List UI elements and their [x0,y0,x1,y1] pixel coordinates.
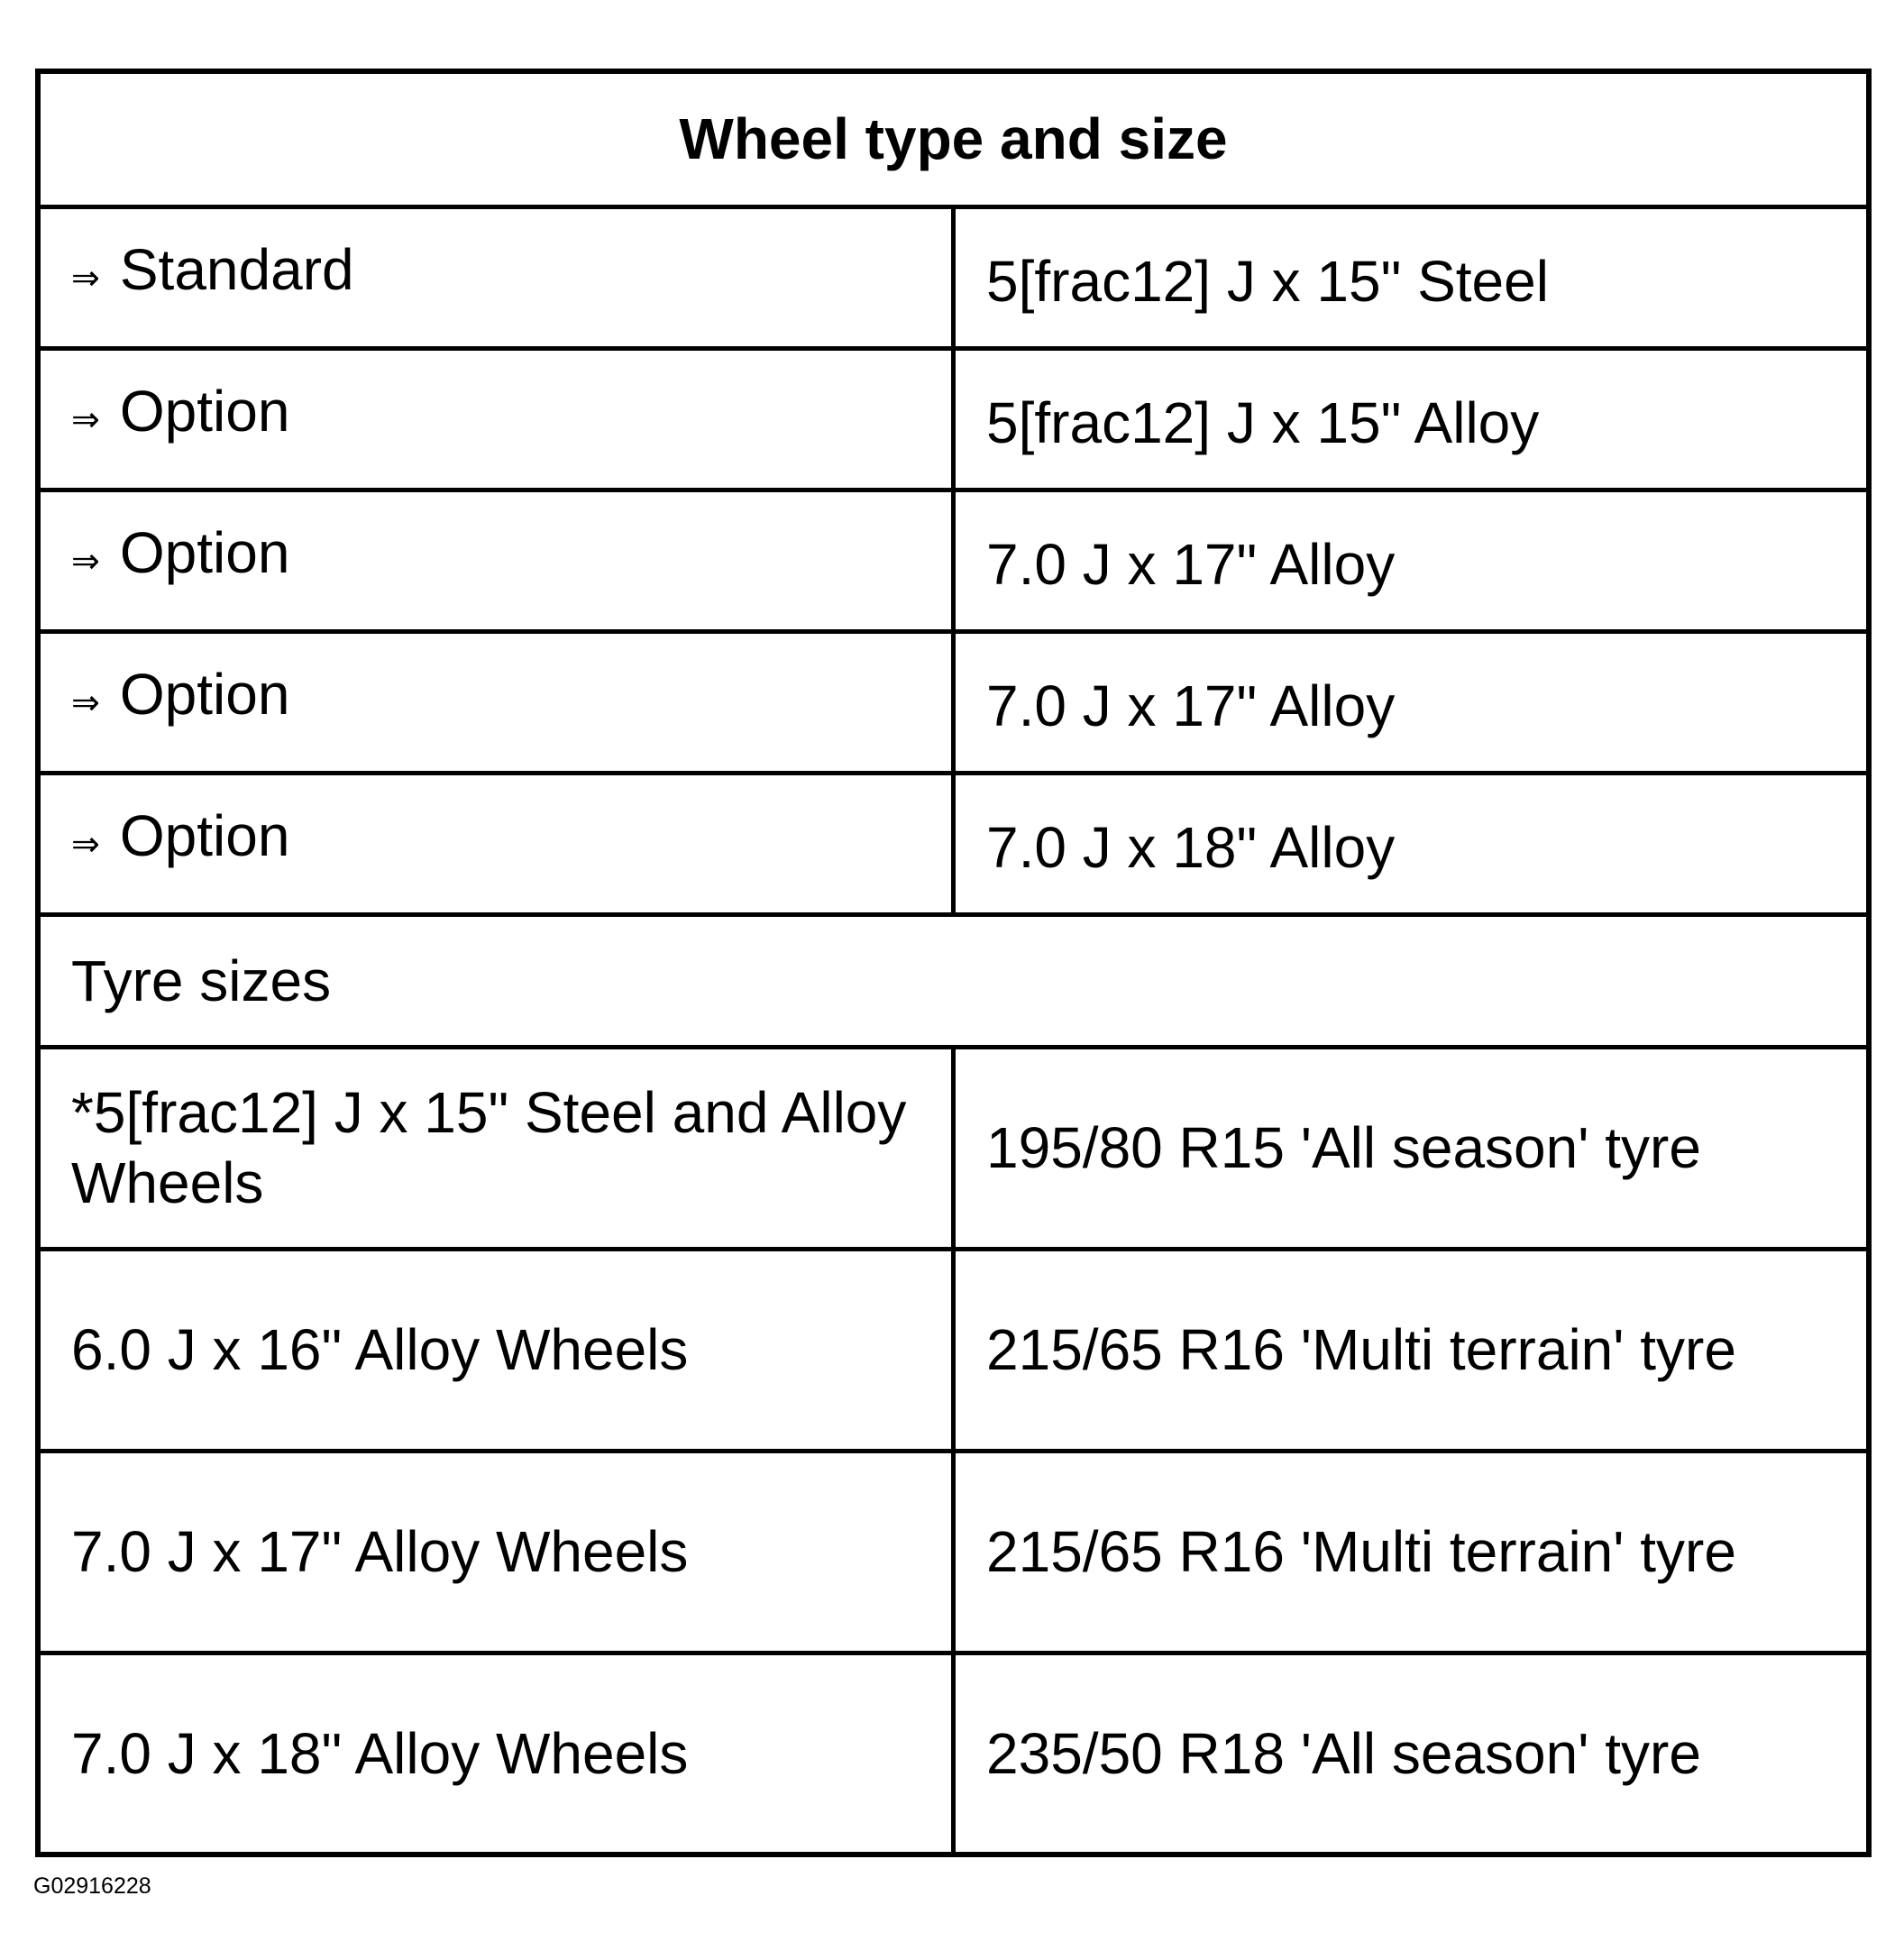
wheel-type-label: Option [119,520,290,585]
section-heading-row [38,914,1869,1047]
arrow-right-icon: ⇒ [71,541,100,581]
wheel-description-cell: 7.0 J x 17" Alloy Wheels [38,1451,954,1653]
table-row [38,490,1869,631]
arrow-right-icon: ⇒ [71,824,100,864]
wheel-size-cell [954,348,1870,490]
wheel-size-value: 7.0 J x 18" Alloy [986,814,1396,880]
arrow-right-icon: ⇒ [71,258,100,298]
table-title: Wheel type and size [38,71,1869,206]
wheel-type-label: Option [119,662,290,727]
wheel-type-cell [38,348,954,490]
wheel-type-cell [38,490,954,631]
wheel-size-value: 7.0 J x 17" Alloy [986,673,1396,738]
table-row [38,1451,1869,1653]
table-row [38,348,1869,490]
table-row [38,773,1869,914]
table-row [38,1653,1869,1855]
wheel-size-cell [954,206,1870,348]
table-row [38,1047,1869,1249]
tyre-size-cell: 235/50 R18 'All season' tyre [954,1653,1870,1855]
wheel-size-value: 5[frac12] J x 15" Alloy [986,389,1540,455]
wheel-type-label: Standard [119,237,354,302]
wheel-type-label: Option [119,803,290,868]
wheel-tyre-spec-table [35,69,1872,1857]
arrow-right-icon: ⇒ [71,399,100,439]
wheel-type-label: Option [119,379,290,444]
table-row [38,206,1869,348]
wheel-size-cell [954,773,1870,914]
figure-code: G02916228 [33,1873,151,1899]
wheel-size-value: 5[frac12] J x 15" Steel [986,248,1549,314]
table-title-row [38,71,1869,206]
wheel-description-cell: 6.0 J x 16" Alloy Wheels [38,1249,954,1451]
section-heading: Tyre sizes [38,914,1869,1047]
tyre-size-cell: 215/65 R16 'Multi terrain' tyre [954,1249,1870,1451]
wheel-size-cell [954,490,1870,631]
tyre-size-cell: 195/80 R15 'All season' tyre [954,1047,1870,1249]
table-row [38,1249,1869,1451]
table-row [38,631,1869,773]
arrow-right-icon: ⇒ [71,682,100,722]
wheel-description-cell: *5[frac12] J x 15" Steel and Alloy Wheels [38,1047,954,1249]
wheel-type-cell [38,631,954,773]
wheel-type-cell [38,773,954,914]
wheel-size-cell [954,631,1870,773]
wheel-type-cell [38,206,954,348]
wheel-description-cell: 7.0 J x 18" Alloy Wheels [38,1653,954,1855]
wheel-size-value: 7.0 J x 17" Alloy [986,531,1396,597]
tyre-size-cell: 215/65 R16 'Multi terrain' tyre [954,1451,1870,1653]
